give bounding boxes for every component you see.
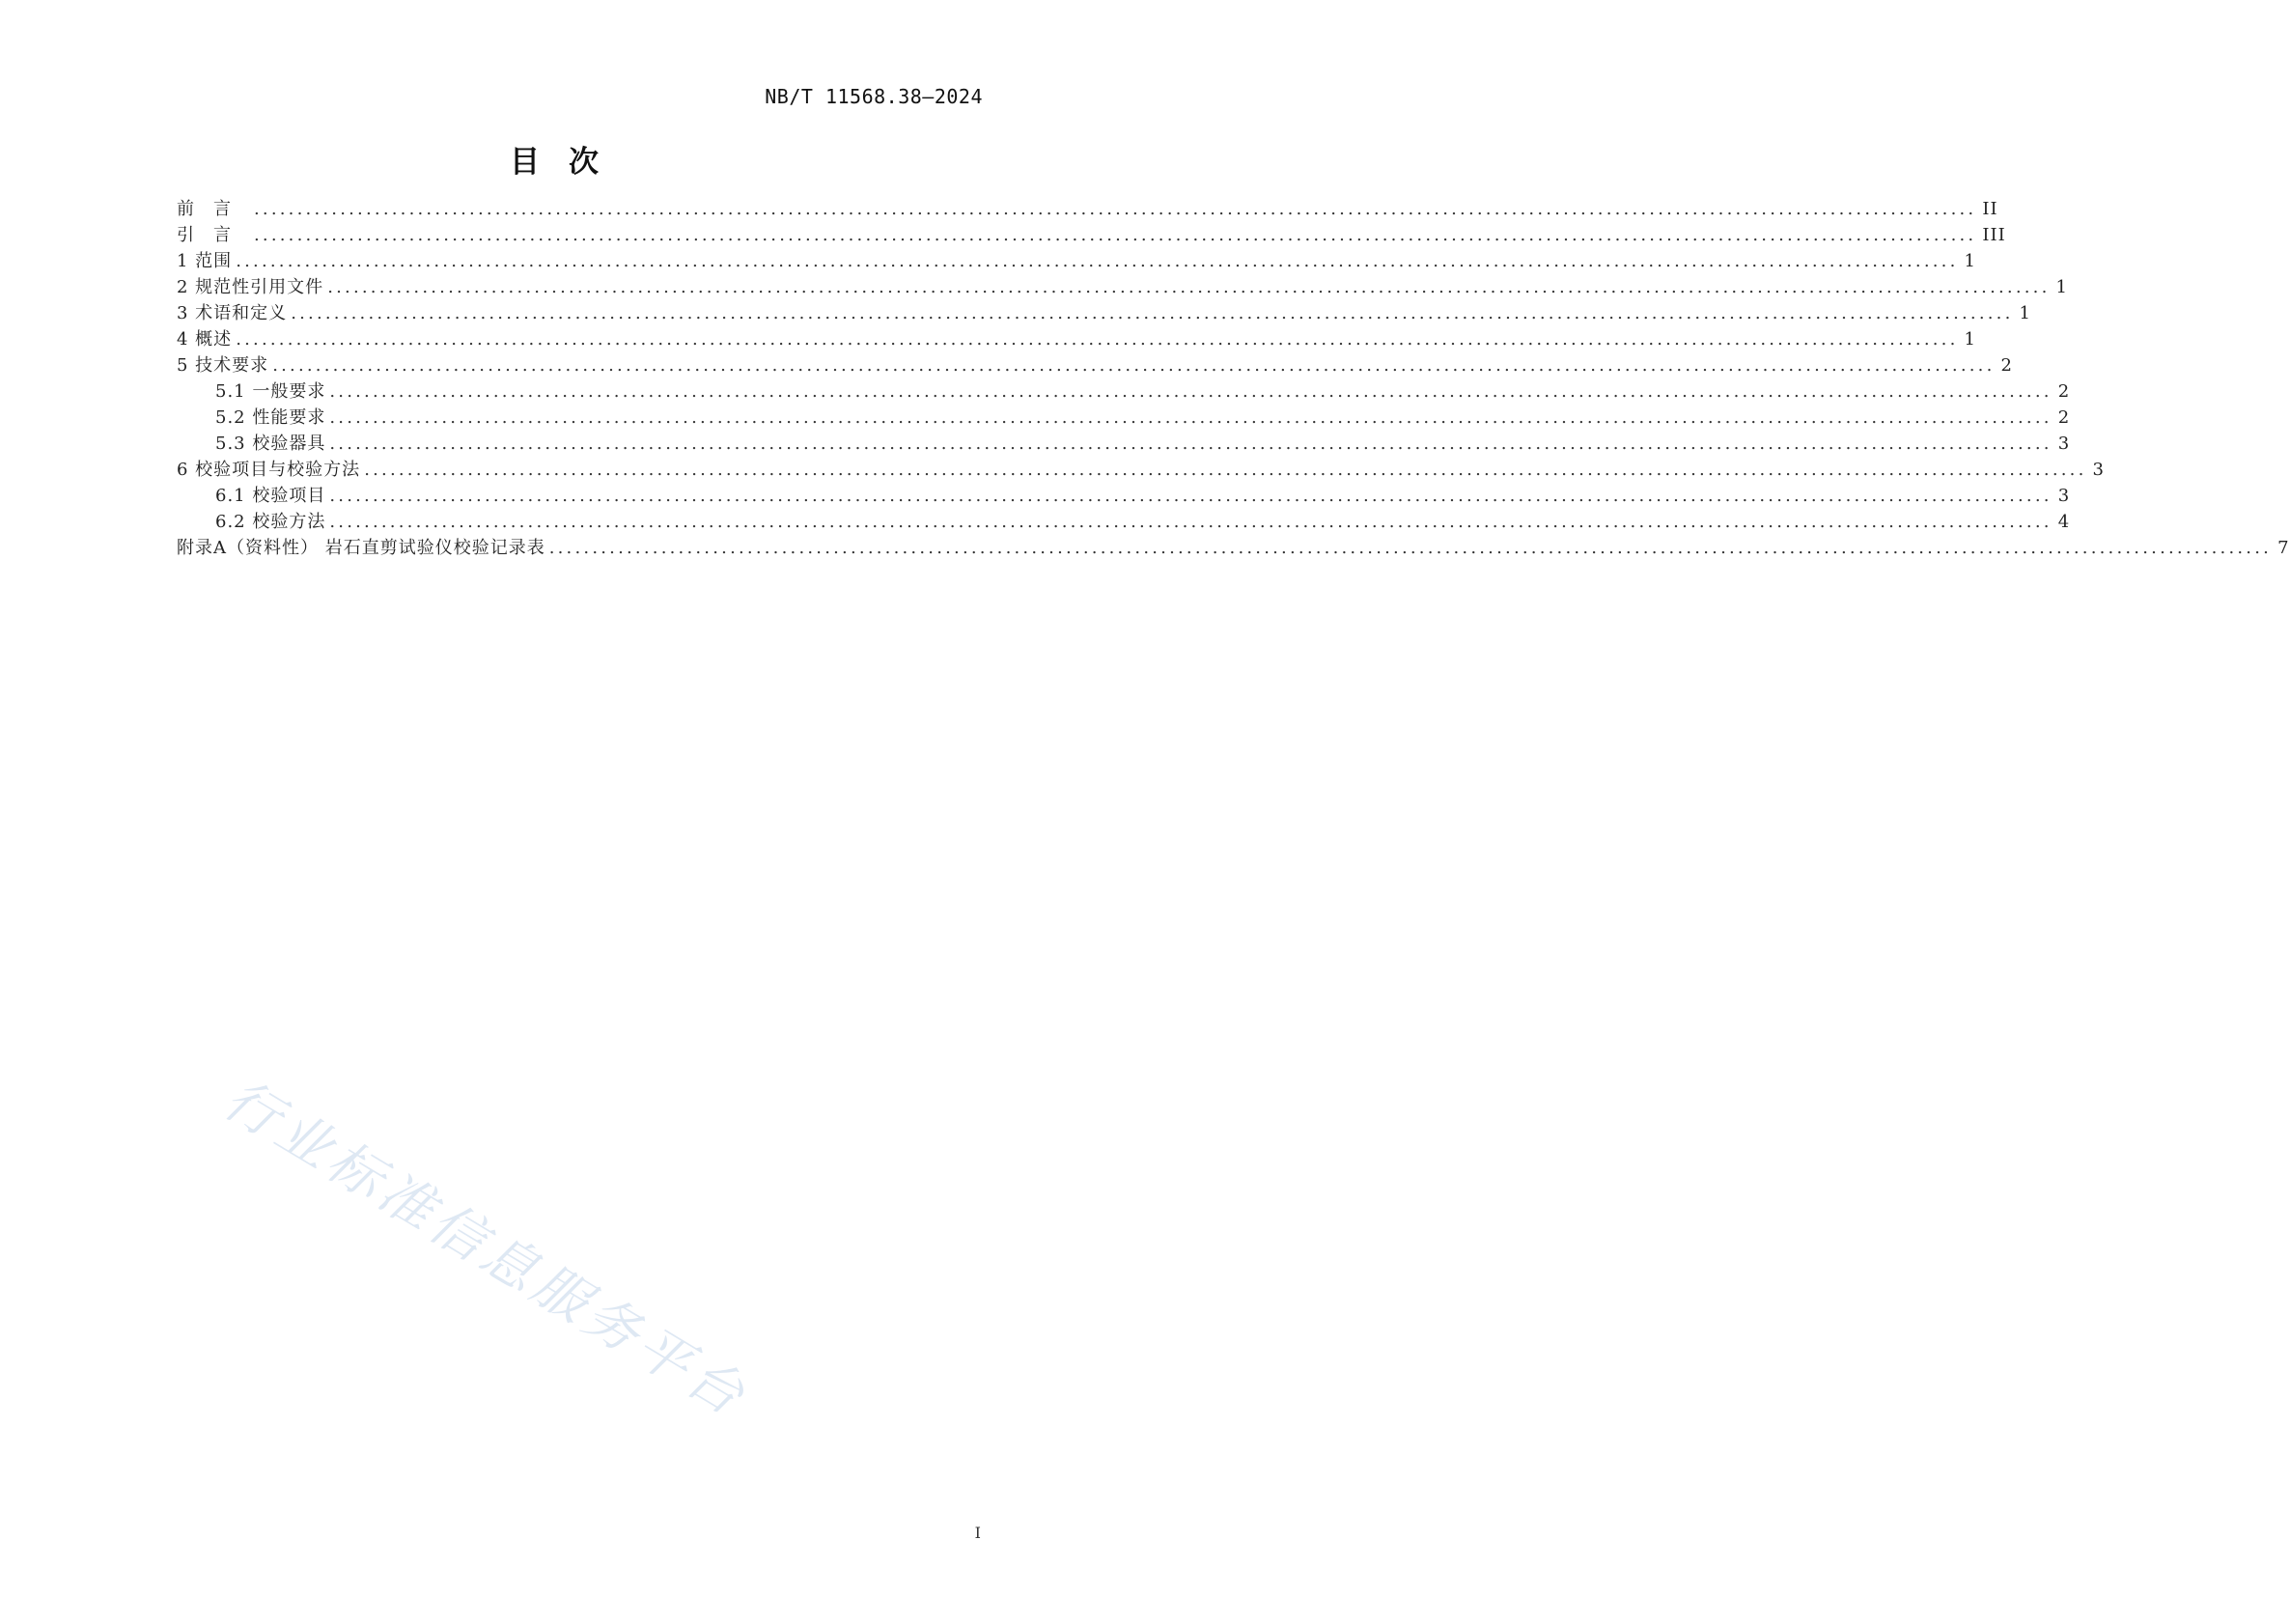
toc-entry-page: 4 (2057, 512, 2071, 532)
toc-leader-dots: ........................................................................................................................................................................................................ (329, 434, 2053, 454)
toc-entry-label: 6.2 校验方法 (215, 512, 326, 532)
toc-entry-calibration-items[interactable] (177, 483, 2071, 509)
toc-entry-label: 6 校验项目与校验方法 (177, 460, 361, 480)
toc-entry-page: 3 (2057, 486, 2071, 506)
toc-entry-label: 前言 (177, 199, 250, 219)
toc-entry-introduction[interactable] (177, 222, 2006, 248)
toc-entry-normative-references[interactable] (177, 274, 2068, 300)
watermark: 行业标准信息服务平台 (212, 1067, 759, 1431)
toc-entry-page: 3 (2092, 460, 2105, 480)
toc-entry-label: 1 范围 (177, 251, 233, 271)
toc-leader-dots: ........................................................................................................................................................................................................ (364, 460, 2087, 480)
toc-entry-appendix-a[interactable] (177, 535, 2290, 561)
toc-entry-page: III (1982, 225, 2006, 245)
toc-entry-calibration-instruments[interactable] (177, 431, 2071, 457)
page-number: I (974, 1524, 981, 1542)
toc-leader-dots: ........................................................................................................................................................................................................ (329, 407, 2053, 428)
toc-leader-dots: ........................................................................................................................................................................................................ (254, 225, 1977, 245)
toc-entry-page: 2 (2057, 381, 2071, 402)
toc-entry-label: 5.2 性能要求 (215, 407, 326, 428)
toc-entry-label: 5.1 一般要求 (215, 381, 326, 402)
toc-entry-label: 引言 (177, 225, 250, 245)
toc-leader-dots: ........................................................................................................................................................................................................ (236, 251, 1959, 271)
toc-entry-label: 4 概述 (177, 329, 233, 350)
toc-leader-dots: ........................................................................................................................................................................................................ (272, 355, 1996, 376)
toc-title: 目次 (510, 145, 628, 180)
toc-entry-label: 2 规范性引用文件 (177, 277, 324, 297)
toc-entry-foreword[interactable] (177, 196, 1998, 222)
toc-entry-page: 1 (1964, 329, 1976, 350)
toc-leader-dots: ........................................................................................................................................................................................................ (327, 277, 2051, 297)
toc-entry-page: 1 (2055, 277, 2068, 297)
table-of-contents (177, 196, 2290, 561)
toc-entry-page: 1 (1964, 251, 1976, 271)
toc-entry-terms-definitions[interactable] (177, 300, 2031, 326)
toc-entry-calibration-methods[interactable] (177, 509, 2071, 535)
toc-entry-label: 5.3 校验器具 (215, 434, 326, 454)
toc-leader-dots: ........................................................................................................................................................................................................ (254, 199, 1977, 219)
toc-entry-page: 7 (2277, 538, 2290, 558)
toc-entry-label: 附录A（资料性） 岩石直剪试验仪校验记录表 (177, 538, 545, 558)
toc-entry-page: 3 (2057, 434, 2071, 454)
toc-entry-page: 1 (2019, 303, 2031, 323)
toc-leader-dots: ........................................................................................................................................................................................................ (291, 303, 2014, 323)
toc-entry-general-requirements[interactable] (177, 378, 2071, 405)
toc-leader-dots: ........................................................................................................................................................................................................ (329, 381, 2053, 402)
toc-leader-dots: ........................................................................................................................................................................................................ (548, 538, 2273, 558)
toc-entry-page: 2 (2057, 407, 2071, 428)
toc-entry-overview[interactable] (177, 326, 1976, 352)
toc-entry-page: II (1982, 199, 1998, 219)
toc-leader-dots: ........................................................................................................................................................................................................ (329, 512, 2053, 532)
toc-leader-dots: ........................................................................................................................................................................................................ (329, 486, 2053, 506)
toc-entry-performance-requirements[interactable] (177, 405, 2071, 431)
toc-entry-calibration-items-methods[interactable] (177, 457, 2105, 483)
standard-code: NB/T 11568.38—2024 (765, 85, 983, 108)
toc-entry-page: 2 (2000, 355, 2013, 376)
toc-leader-dots: ........................................................................................................................................................................................................ (236, 329, 1959, 350)
toc-entry-label: 5 技术要求 (177, 355, 269, 376)
toc-entry-scope[interactable] (177, 248, 1976, 274)
toc-entry-label: 6.1 校验项目 (215, 486, 326, 506)
toc-entry-technical-requirements[interactable] (177, 352, 2013, 378)
toc-entry-label: 3 术语和定义 (177, 303, 288, 323)
